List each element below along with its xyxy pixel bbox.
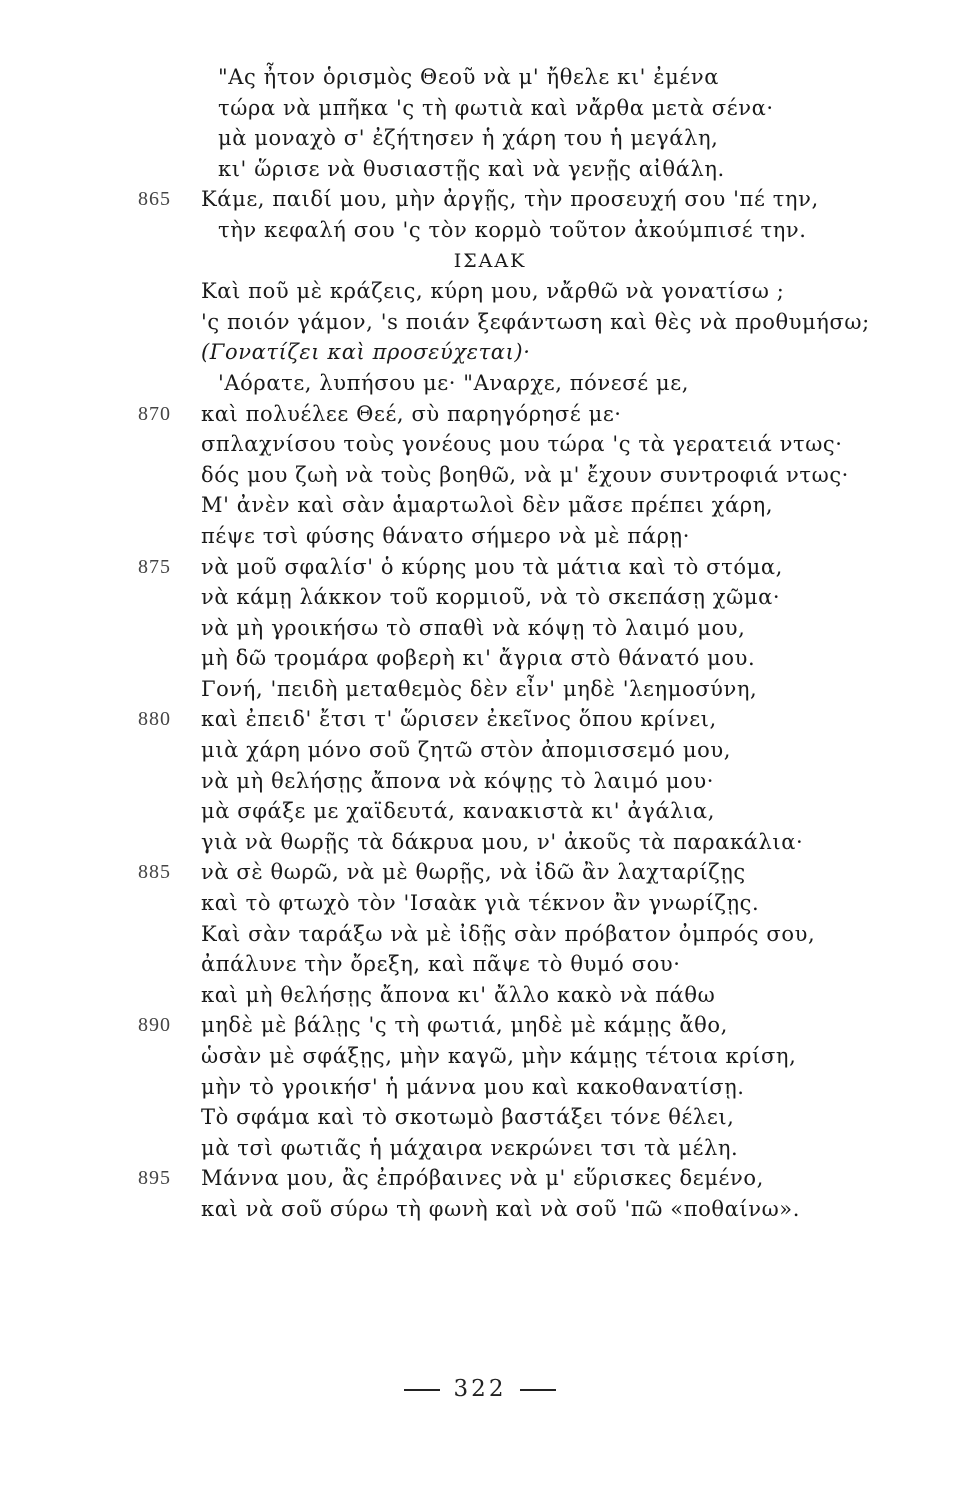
verse-text: καὶ ἐπειδ' ἔτσι τ' ὥρισεν ἐκεῖνος ὅπου κρίνει,	[201, 707, 717, 732]
verse-line	[0, 429, 960, 460]
verse-line	[0, 1102, 960, 1133]
verse-text: μὴν τὸ γροικήσ' ἡ μάννα μου καὶ κακοθανατίσῃ.	[201, 1074, 745, 1099]
verse-line	[0, 1072, 960, 1103]
verse-line	[0, 123, 960, 154]
verse-text: τὴν κεφαλή σου 'ς τὸν κορμὸ τοῦτον ἀκούμπισέ την.	[218, 217, 807, 242]
verse-text: καὶ τὸ φτωχὸ τὸν 'Ισαὰκ γιὰ τέκνον ἂν γνωρίζῃς.	[201, 891, 760, 916]
verse-line	[0, 399, 960, 430]
verse-text: καὶ μὴ θελήσῃς ἄπονα κι' ἄλλο κακὸ νὰ πάθω	[201, 982, 716, 1007]
verse-line	[0, 1010, 960, 1041]
verse-line	[0, 154, 960, 185]
verse-line	[0, 460, 960, 491]
verse-text: Καὶ ποῦ μὲ κράζεις, κύρη μου, νἄρθῶ νὰ γονατίσω ;	[201, 279, 785, 304]
verse-line	[0, 62, 960, 93]
stage-direction: (Γονατίζει καὶ προσεύχεται)·	[201, 340, 531, 365]
right-dash-divider	[520, 1389, 556, 1391]
verse-line	[0, 919, 960, 950]
verse-line	[0, 704, 960, 735]
verse-line	[0, 796, 960, 827]
verse-text: μὰ μοναχὸ σ' ἐζήτησεν ἡ χάρη του ἡ μεγάλη,	[218, 126, 719, 151]
verse-text: μὰ σφάξε με χαϊδευτά, κανακιστὰ κι' ἀγάλια,	[201, 799, 715, 824]
verse-line	[0, 582, 960, 613]
verse-text: σπλαχνίσου τοὺς γονέους μου τώρα 'ς τὰ γερατειά ντως·	[201, 432, 843, 457]
line-number: 865	[138, 188, 171, 211]
verse-text: τώρα νὰ μπῆκα 'ς τὴ φωτιὰ καὶ νἄρθα μετὰ σένα·	[218, 95, 774, 120]
verse-text: γιὰ νὰ θωρῇς τὰ δάκρυα μου, ν' ἀκοῦς τὰ παρακάλια·	[201, 829, 804, 854]
verse-line	[0, 552, 960, 583]
verse-text: Γονή, 'πειδὴ μεταθεμὸς δὲν εἶν' μηδὲ 'λεημοσύνη,	[201, 676, 758, 701]
verse-line	[0, 215, 960, 246]
verse-text: Μάννα μου, ἂς ἐπρόβαινες νὰ μ' εὕρισκες δεμένο,	[201, 1166, 764, 1191]
verse-line	[0, 735, 960, 766]
verse-line	[0, 93, 960, 124]
left-dash-divider	[404, 1389, 440, 1391]
verse-text: Καὶ σὰν ταράξω νὰ μὲ ἰδῇς σὰν πρόβατον ὀμπρός σου,	[201, 921, 816, 946]
verse-text: μὴ δῶ τρομάρα φοβερὴ κι' ἄγρια στὸ θάνατό μου.	[201, 646, 756, 671]
verse-text: δός μου ζωὴ νὰ τοὺς βοηθῶ, νὰ μ' ἔχουν συντροφιά ντως·	[201, 462, 849, 487]
stage-direction-line	[0, 337, 960, 368]
line-number: 880	[138, 708, 171, 731]
verse-line	[0, 276, 960, 307]
verse-text: "Ας ἦτον ὁρισμὸς Θεοῦ νὰ μ' ἤθελε κι' ἐμένα	[218, 65, 720, 89]
verse-line	[0, 888, 960, 919]
verse-line	[0, 643, 960, 674]
verse-text: 'ς ποιόν γάμον, 's ποιάν ξεφάντωση καὶ θὲς νὰ προθυμήσω;	[201, 309, 870, 334]
speaker-name: ΙΣΑΑΚ	[453, 249, 527, 272]
verse-text: ἀπάλυνε τὴν ὄρεξη, καὶ πᾶψε τὸ θυμό σου·	[201, 952, 681, 977]
poem-text	[0, 62, 960, 1225]
line-number: 895	[138, 1167, 171, 1190]
verse-line	[0, 766, 960, 797]
verse-text: νὰ κάμῃ λάκκον τοῦ κορμιοῦ, νὰ τὸ σκεπάσῃ χῶμα·	[201, 585, 781, 610]
verse-line	[0, 857, 960, 888]
verse-text: ὡσὰν μὲ σφάξῃς, μὴν καγῶ, μὴν κάμῃς τέτοια κρίση,	[201, 1044, 797, 1068]
verse-text: καὶ πολυέλεε Θεέ, σὺ παρηγόρησέ με·	[201, 401, 622, 426]
verse-text: μηδὲ μὲ βάλῃς 'ς τὴ φωτιά, μηδὲ μὲ κάμῃς ἄθο,	[201, 1013, 728, 1038]
verse-text: Τὸ σφάμα καὶ τὸ σκοτωμὸ βαστάξει τόνε θέλει,	[201, 1105, 735, 1130]
verse-text: νὰ σὲ θωρῶ, νὰ μὲ θωρῇς, νὰ ἰδῶ ἂν λαχταρίζῃς	[201, 860, 746, 885]
verse-text: μὰ τσὶ φωτιᾶς ἡ μάχαιρα νεκρώνει τσι τὰ μέλη.	[201, 1135, 739, 1160]
verse-text: Κάμε, παιδί μου, μὴν ἀργῇς, τὴν προσευχή σου 'πέ την,	[201, 187, 819, 212]
verse-line	[0, 490, 960, 521]
verse-text: κι' ὥρισε νὰ θυσιαστῇς καὶ νὰ γενῇς αἰθάλη.	[218, 156, 725, 181]
verse-text: καὶ νὰ σοῦ σύρω τὴ φωνὴ καὶ νὰ σοῦ 'πῶ «ποθαίνω».	[201, 1196, 801, 1221]
verse-line	[0, 307, 960, 338]
verse-line	[0, 674, 960, 705]
line-number: 870	[138, 402, 171, 425]
verse-text: νὰ μὴ θελήσῃς ἄπονα νὰ κόψῃς τὸ λαιμό μου·	[201, 768, 714, 793]
speaker-line	[0, 246, 960, 277]
verse-line	[0, 368, 960, 399]
line-number: 885	[138, 861, 171, 884]
verse-line	[0, 827, 960, 858]
verse-line	[0, 949, 960, 980]
verse-line	[0, 521, 960, 552]
verse-line	[0, 184, 960, 215]
verse-text: πέψε τσὶ φύσης θάνατο σήμερο νὰ μὲ πάρῃ·	[201, 523, 691, 548]
verse-line	[0, 1041, 960, 1072]
verse-text: νὰ μὴ γροικήσω τὸ σπαθὶ νὰ κόψῃ τὸ λαιμό μου,	[201, 615, 746, 640]
verse-line	[0, 613, 960, 644]
line-number: 890	[138, 1014, 171, 1037]
verse-text: νὰ μοῦ σφαλίσ' ὁ κύρης μου τὰ μάτια καὶ τὸ στόμα,	[201, 554, 783, 579]
verse-text: μιὰ χάρη μόνο σοῦ ζητῶ στὸν ἀπομισσεμό μου,	[201, 738, 732, 763]
verse-text: Μ' ἀνὲν καὶ σὰν ἁμαρτωλοὶ δὲν μᾶσε πρέπει χάρη,	[201, 493, 774, 518]
verse-line	[0, 1194, 960, 1225]
verse-line	[0, 1133, 960, 1164]
verse-line	[0, 1163, 960, 1194]
verse-line	[0, 980, 960, 1011]
verse-text: 'Αόρατε, λυπήσου με· "Αναρχε, πόνεσέ με,	[218, 370, 689, 395]
page-number: 322	[453, 1376, 507, 1402]
page-footer	[0, 1376, 960, 1402]
line-number: 875	[138, 555, 171, 578]
